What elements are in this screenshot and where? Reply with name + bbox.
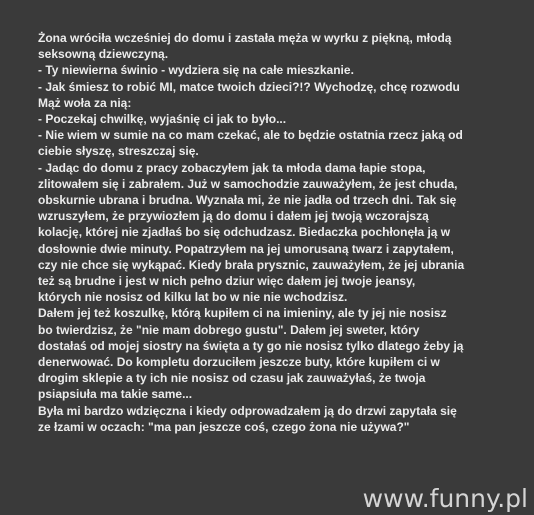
story-line: dosłownie dwie minuty. Popatrzyłem na jej umorusaną twarz i zapytałem,	[38, 241, 454, 256]
story-line: dostałaś od mojej siostry na święta a ty go nie nosisz tylko dlatego żeby ją	[38, 338, 464, 353]
story-line: ciebie słyszę, streszczaj się.	[38, 144, 199, 159]
story-line: Mąż woła za nią:	[38, 95, 132, 110]
story-line: - Ty niewierna świnio - wydziera się na całe mieszkanie.	[38, 63, 354, 78]
story-line: czy nie chce się wykąpać. Kiedy brała prysznic, zauważyłem, że jej ubrania	[38, 257, 465, 272]
story-line: psiapsiuła ma takie same...	[38, 387, 193, 402]
story-line: denerwować. Do kompletu dorzuciłem jeszcze buty, które kupiłem ci w	[38, 355, 440, 370]
story-line: których nie nosisz od kilku lat bo w nie nie wchodzisz.	[38, 290, 348, 305]
story-line: drogim sklepie a ty ich nie nosisz od czasu jak zauważyłaś, że twoja	[38, 371, 426, 386]
story-line: wzruszyłem, że przywiozłem ją do domu i dałem jej twoją wczorajszą	[38, 209, 429, 224]
story-line: obskurnie ubrana i brudna. Wyznała mi, że nie jadła od trzech dni. Tak się	[38, 193, 457, 208]
story-line: zlitowałem się i zabrałem. Już w samochodzie zauważyłem, że jest chuda,	[38, 176, 458, 191]
story-line: Była mi bardzo wdzięczna i kiedy odprowadzałem ją do drzwi zapytała się	[38, 403, 457, 418]
story-line: - Jak śmiesz to robić MI, matce twoich dzieci?!? Wychodzę, chcę rozwodu	[38, 79, 460, 94]
story-line: kolację, której nie zjadłaś bo się odchudzasz. Biedaczka pochłonęła ją w	[38, 225, 451, 240]
story-line: Żona wróciła wcześniej do domu i zastała męża w wyrku z piękną, młodą	[38, 31, 452, 45]
story-line: - Nie wiem w sumie na co mam czekać, ale to będzie ostatnia rzecz jaką od	[38, 128, 463, 143]
joke-story-text	[38, 30, 518, 435]
story-line: - Jadąc do domu z pracy zobaczyłem jak ta młoda dama łapie stopa,	[38, 160, 426, 175]
story-line: Dałem jej też koszulkę, którą kupiłem ci na imieniny, ale ty jej nie nosisz	[38, 306, 447, 321]
story-line: bo twierdzisz, że "nie mam dobrego gustu". Dałem jej sweter, który	[38, 322, 420, 337]
story-line: też są brudne i jest w nich pełno dziur więc dałem jej twoje jeansy,	[38, 274, 416, 289]
story-line: ze łzami w oczach: "ma pan jeszcze coś, czego żona nie używa?"	[38, 419, 410, 434]
story-line: seksowną dziewczyną.	[38, 47, 169, 62]
site-watermark: www.funny.pl	[362, 484, 528, 513]
story-line: - Poczekaj chwilkę, wyjaśnię ci jak to było...	[38, 112, 287, 127]
